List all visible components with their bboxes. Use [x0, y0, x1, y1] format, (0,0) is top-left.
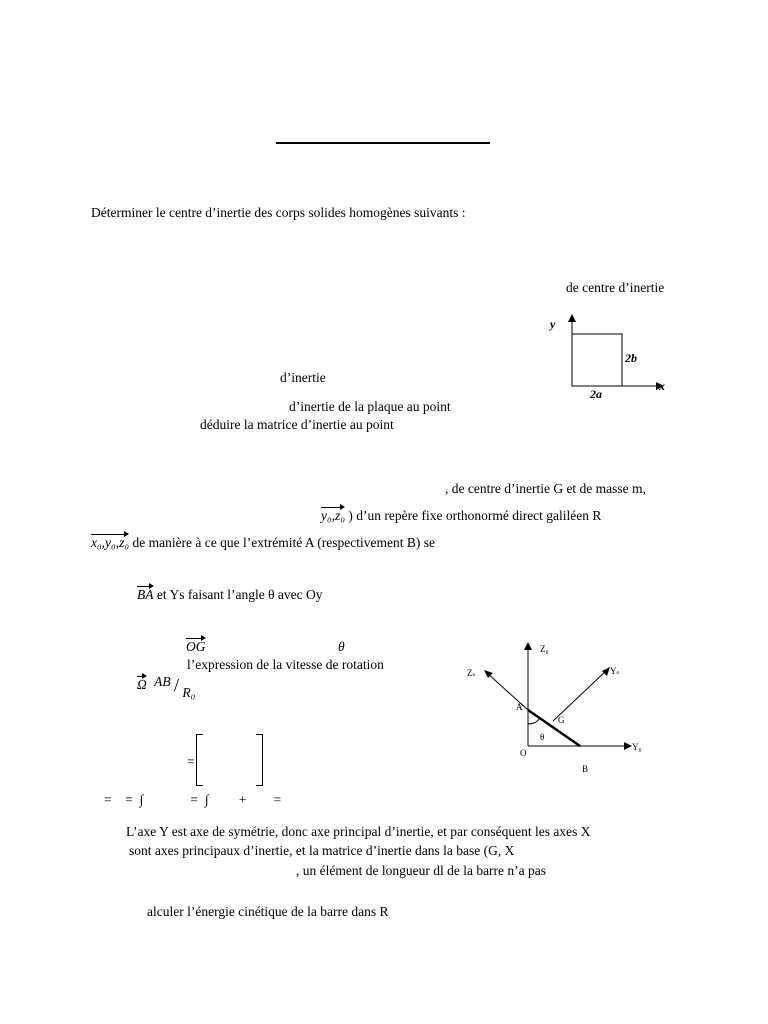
plate-figure — [540, 312, 680, 404]
bar-figure — [460, 634, 660, 779]
repere-line — [321, 509, 601, 523]
intro-text: Déterminer le centre d’inertie des corps solides homogènes suivants : — [91, 205, 466, 220]
ba-vector: BA — [137, 587, 154, 602]
extremite-line — [91, 536, 435, 550]
y0-label: Y₀ — [632, 742, 642, 752]
height-label: 2b — [625, 351, 637, 365]
og-vector: OG — [186, 639, 206, 654]
title-underline — [276, 142, 490, 144]
width-label: 2a — [590, 387, 602, 401]
omega-r0: R₀ — [182, 685, 196, 700]
element-longueur-text: , un élément de longueur dl de la barre n’a pas — [296, 863, 547, 878]
axe-symetrie-text: L’axe Y est axe de symétrie, donc axe principal d’inertie, et par conséquent les axes X — [126, 824, 591, 839]
inertie-text: d’inertie — [280, 370, 326, 385]
omega-slash: / — [174, 675, 180, 695]
repere-vectors: y₀,z₀ — [321, 508, 346, 523]
masse-text: , de centre d’inertie G et de masse m, — [445, 481, 646, 496]
axes-principaux-text: sont axes principaux d’inertie, et la matrice d’inertie dans la base (G, X — [129, 843, 515, 858]
ys-label: Yₛ — [610, 666, 620, 676]
base-vectors: x₀,y₀,z₀ — [91, 535, 130, 550]
g-label: G — [558, 715, 565, 725]
deduire-matrice-text: déduire la matrice d’inertie au point — [200, 417, 394, 432]
inertie-plaque-text: d’inertie de la plaque au point — [289, 399, 451, 414]
repere-text: ) d’un repère fixe orthonormé direct galiléen R — [348, 508, 602, 523]
vitesse-text: l’expression de la vitesse de rotation — [187, 657, 384, 672]
energie-cinetique-text: alculer l’énergie cinétique de la barre dans R — [147, 904, 389, 919]
zs-label: Zₛ — [467, 668, 476, 678]
matrix-right-bracket — [256, 734, 263, 786]
extremite-text: de manière à ce que l’extrémité A (respectivement B) se — [132, 535, 435, 550]
ba-line — [137, 588, 323, 602]
omega-expression — [137, 674, 196, 700]
integral-equation: = = ∫ = ∫ + = — [104, 792, 282, 807]
theta-symbol: θ — [338, 639, 345, 654]
matrix-left-bracket — [196, 734, 203, 786]
x-axis-label: x — [659, 379, 665, 393]
matrix-equals: = — [187, 754, 195, 769]
y-axis-label: y — [550, 317, 556, 331]
ba-text: et Ys faisant l’angle θ avec Oy — [156, 587, 323, 602]
z0-label: Z₀ — [540, 644, 549, 654]
centre-inertie-text: de centre d’inertie — [566, 280, 665, 295]
b-label: B — [582, 764, 589, 774]
theta-label: θ — [540, 732, 545, 742]
og-vector-wrap — [186, 640, 206, 654]
o-label: O — [520, 748, 527, 758]
omega-ab: AB — [154, 674, 171, 689]
a-label: A — [516, 702, 523, 712]
omega-vector: Ω — [137, 677, 147, 692]
